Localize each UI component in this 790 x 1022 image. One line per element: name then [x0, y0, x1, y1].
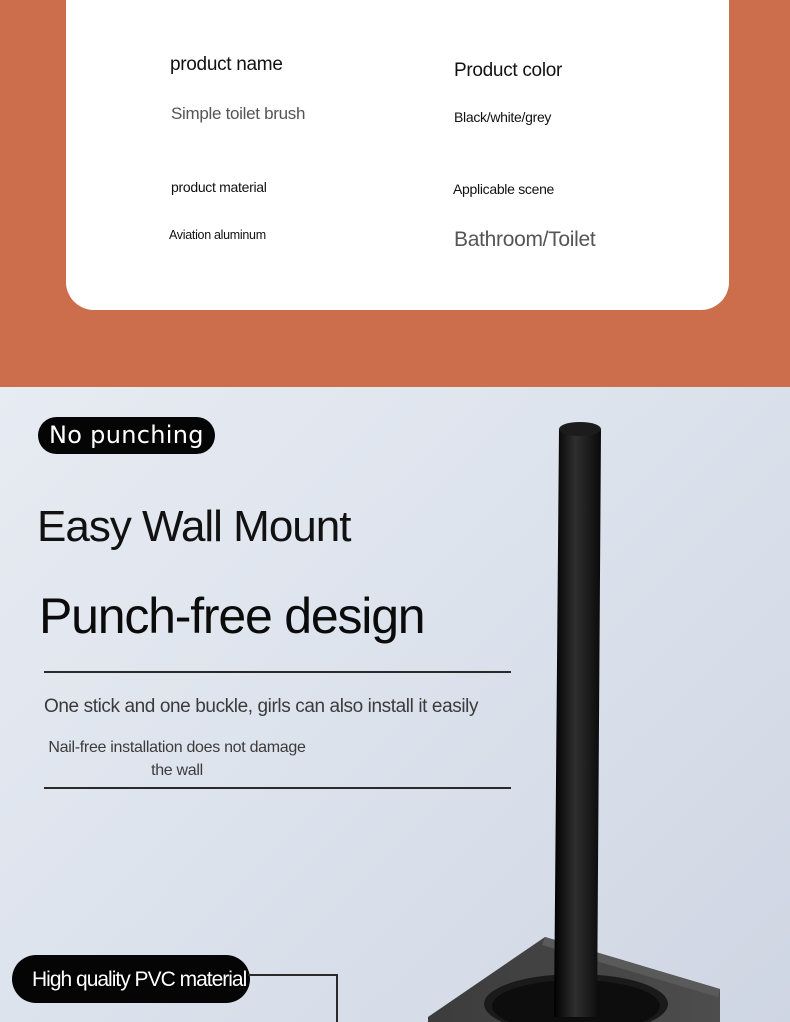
toilet-brush-icon: [420, 417, 730, 1022]
headline: Easy Wall Mount: [37, 502, 351, 551]
top-divider: [44, 671, 511, 673]
feature-description: One stick and one buckle, girls can also install it easily: [44, 696, 479, 717]
feature-section: [0, 387, 790, 1022]
feature-subdescription: Nail-free installation does not damage the wall: [48, 739, 306, 779]
material-label: High quality PVC material: [32, 968, 247, 991]
product-color-label: Product color: [454, 60, 563, 81]
product-color-value: Black/white/grey: [454, 109, 552, 125]
feature-title: Punch-free design: [39, 588, 425, 644]
product-name-label: product name: [170, 54, 283, 75]
spec-card: [66, 0, 729, 310]
bottom-divider: [44, 787, 511, 789]
material-frame: [248, 974, 338, 1022]
applicable-scene-value: Bathroom/Toilet: [454, 228, 596, 251]
product-material-value: Aviation aluminum: [169, 228, 266, 242]
applicable-scene-label: Applicable scene: [453, 181, 555, 197]
spec-section: [0, 0, 790, 387]
product-material-label: product material: [171, 179, 267, 195]
product-name-value: Simple toilet brush: [171, 104, 306, 123]
no-punching-tag: No punching: [38, 417, 215, 454]
